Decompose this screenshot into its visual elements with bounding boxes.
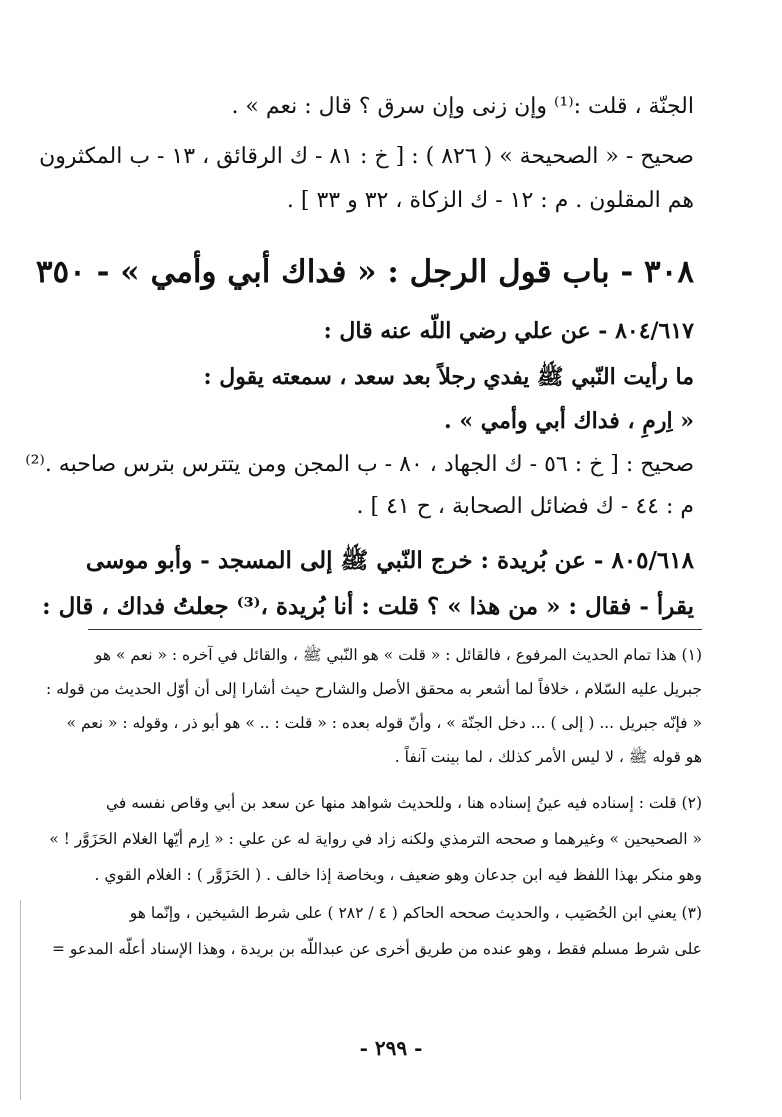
footnote-divider [88, 629, 702, 630]
text-line: الجنّة ، قلت :⁽¹⁾ وإن زنى وإن سرق ؟ قال : نعم » . [231, 94, 694, 119]
chapter-title: ٣٠٨ - باب قول الرجل : « فداك أبي وأمي » - ٣٥٠ [35, 254, 694, 290]
source-line: هم المقلون . م : ١٢ - ك الزكاة ، ٣٢ و ٣٣ ] . [286, 188, 694, 213]
footnote-3: على شرط مسلم فقط ، وهو عنده من طريق أخرى عن عبداللّه بن بريدة ، وهذا الإسناد أعلّه المدعو = [51, 940, 702, 958]
page-number: - ٢٩٩ - [359, 1036, 423, 1060]
footnote-1: (١) هذا تمام الحديث المرفوع ، فالقائل : « قلت » هو النّبي ﷺ ، والقائل في آخره : « نعم » هو [94, 646, 702, 664]
footnote-1: جبريل عليه السّلام ، خلافاً لما أشعر به محقق الأصل والشارح حيث أشارا إلى أن أوّل الحديث من قوله : [46, 680, 702, 698]
page-edge [20, 900, 21, 1100]
hadith-text: ما رأيت النّبي ﷺ يفدي رجلاً بعد سعد ، سمعته يقول : [203, 364, 694, 390]
footnote-2: « الصحيحين » وغيرهما و صححه الترمذي ولكنه زاد في رواية له عن علي : « اِرم أيّها الغلام الحَزَوَّر ! » [49, 830, 702, 848]
source-line: صحيح : [ خ : ٥٦ - ك الجهاد ، ٨٠ - ب المجن ومن يتترس بترس صاحبه .⁽²⁾ [25, 452, 694, 477]
source-line: صحيح - « الصحيحة » ( ٨٢٦ ) : [ خ : ٨١ - ك الرقائق ، ١٣ - ب المكثرون [39, 144, 694, 169]
footnote-1: هو قوله ﷺ ، لا ليس الأمر كذلك ، لما بينت آنفاً . [394, 748, 702, 766]
footnote-3: (٣) يعني ابن الحُصَيب ، والحديث صححه الحاكم ( ٤ / ٢٨٢ ) على شرط الشيخين ، وإنّما هو [129, 904, 702, 922]
hadith-text: « اِرمِ ، فداك أبي وأمي » . [444, 408, 694, 434]
footnote-1: « فإنّه جبريل ... ( إلى ) ... دخل الجنّة » ، وأنّ قوله بعده : « قلت : .. » هو أبو ذر ، وقوله : « نعم » [66, 714, 702, 732]
hadith-number-line: ٨٠٤/٦١٧ - عن علي رضي اللّه عنه قال : [323, 318, 694, 344]
footnote-2: (٢) قلت : إسناده فيه عينُ إسناده هنا ، وللحديث شواهد منها عن سعد بن أبي وقاص نفسه في [106, 794, 702, 812]
hadith-text: يقرأ - فقال : « من هذا » ؟ قلت : أنا بُريدة ،⁽³⁾ جعلتُ فداك ، قال : [42, 593, 694, 620]
hadith-number-line: ٨٠٥/٦١٨ - عن بُريدة : خرج النّبي ﷺ إلى المسجد - وأبو موسى [85, 547, 694, 574]
footnote-2: وهو منكر بهذا اللفظ فيه ابن جدعان وهو ضعيف ، وبخاصة إذا خالف . ( الحَزَوَّر ) : الغلام القوي . [94, 866, 702, 884]
source-line: م : ٤٤ - ك فضائل الصحابة ، ح ٤١ ] . [356, 494, 694, 519]
